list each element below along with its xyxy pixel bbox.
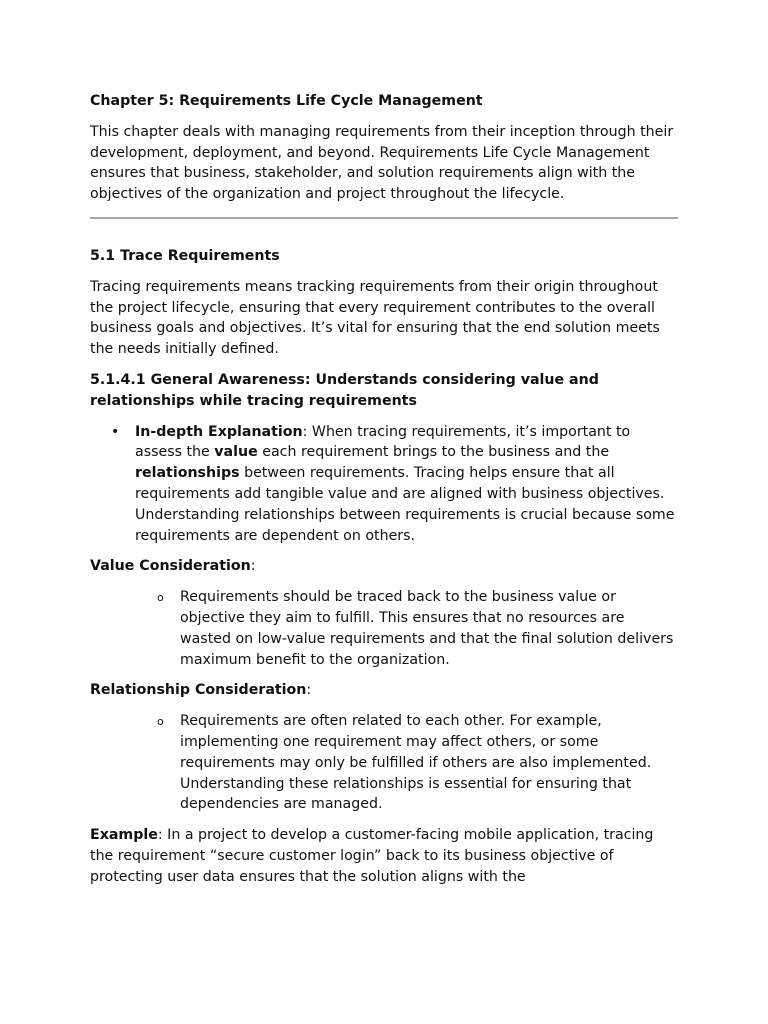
bullet-list [90, 422, 678, 547]
list-item [157, 587, 678, 670]
circle-bullet-marker: o [157, 591, 164, 605]
section-title: 5.1 Trace Requirements [90, 247, 280, 264]
example-text: : In a project to develop a customer-facing mobile application, tracing the requirement “secure customer login” back to its business objective of protecting user data ensures that the solution aligns with the [90, 827, 654, 885]
indepth-relationships-term: relationships [135, 465, 240, 482]
section-body: Tracing requirements means tracking requirements from their origin throughout the project lifecycle, ensuring that every requirement contributes to the overall business goals and objectives. It’s vital for ensuring that the end solution meets the needs initially defined. [90, 278, 660, 358]
subsection-title: 5.1.4.1 General Awareness: Understands considering value and relationships while tracing requirements [90, 371, 599, 409]
indepth-text-3: between requirements. Tracing helps ensure that all requirements add tangible value and are aligned with business objectives. Understanding relationships between requirements is crucial because some requirements are dependent on others. [135, 465, 675, 544]
example-paragraph [90, 825, 678, 887]
chapter-intro: This chapter deals with managing requirements from their inception through their development, deployment, and beyond. Requirements Life Cycle Management ensures that business, stakeholder, and solution requirements align with the objectives of the organization and project throughout the lifecycle. [90, 123, 674, 203]
horizontal-divider [90, 217, 678, 219]
value-consideration-heading [90, 556, 678, 577]
chapter-title: Chapter 5: Requirements Life Cycle Management [90, 93, 483, 109]
example-label: Example [90, 827, 158, 844]
list-item [157, 711, 678, 815]
relationship-consideration-label: Relationship Consideration [90, 682, 307, 699]
relationship-consideration-colon: : [306, 682, 312, 699]
circle-bullet-marker: o [157, 715, 164, 729]
value-consideration-colon: : [250, 558, 256, 575]
relationship-consideration-list [90, 711, 678, 815]
indepth-label: In-depth Explanation [135, 423, 303, 440]
indepth-text-2: each requirement brings to the business and the [257, 444, 610, 461]
value-consideration-label: Value Consideration [90, 558, 251, 575]
relationship-consideration-heading [90, 680, 678, 701]
document-page [90, 91, 678, 888]
value-consideration-list [90, 587, 678, 670]
relationship-consideration-text: Requirements are often related to each other. For example, implementing one requirement may affect others, or some requirements may only be fulfilled if others are also implemented. Understanding these relationships is essential for ensuring that dependencies are managed. [180, 713, 652, 813]
bullet-marker: • [111, 423, 120, 440]
indepth-value-term: value [214, 444, 258, 461]
list-item [111, 422, 678, 547]
value-consideration-text: Requirements should be traced back to the business value or objective they aim to fulfill. This ensures that no resources are wasted on low-value requirements and that the final solution delivers maximum benefit to the organization. [180, 589, 674, 668]
indepth-text-1: : When tracing requirements, it’s important to assess the [135, 423, 631, 461]
